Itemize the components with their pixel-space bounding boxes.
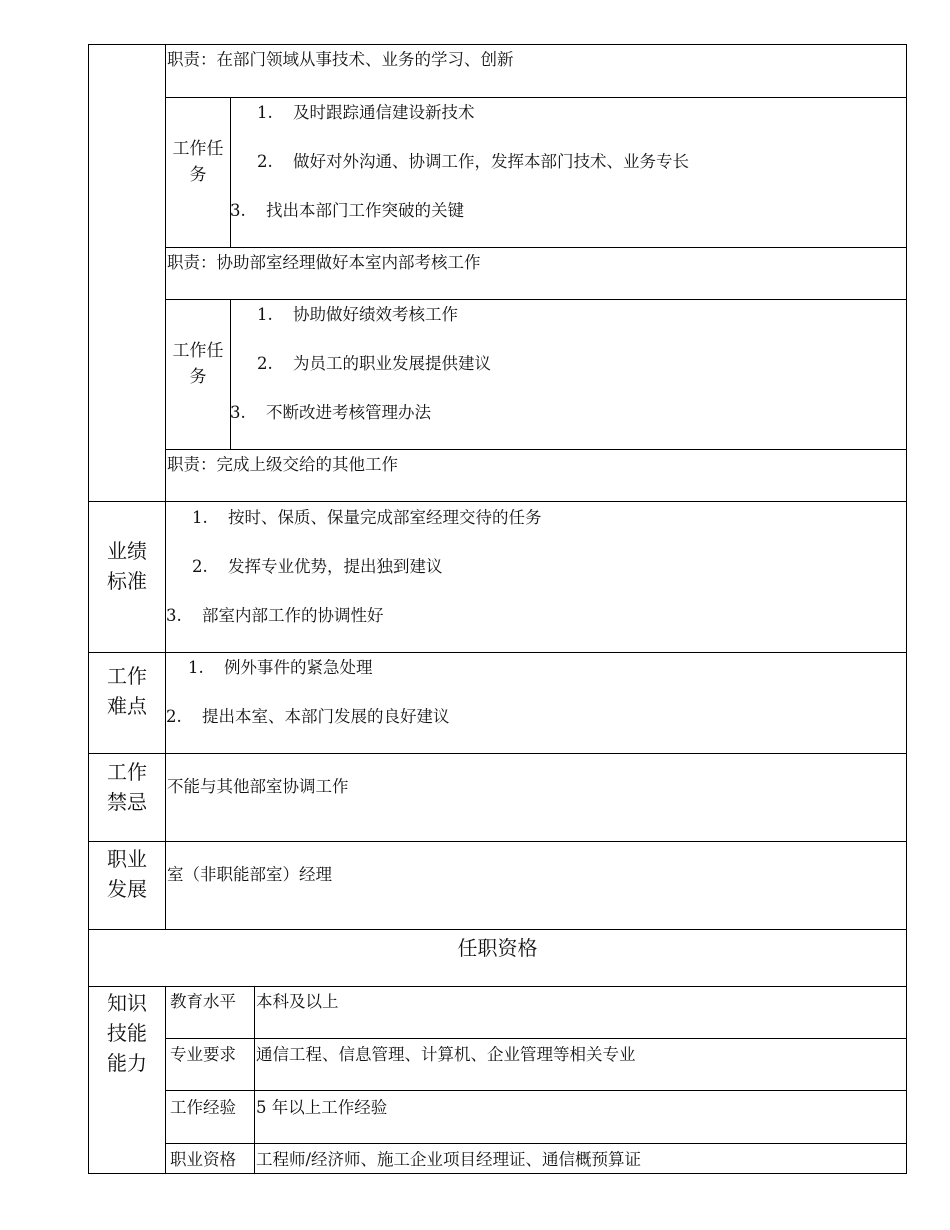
item-number: 2. (166, 707, 182, 726)
table-border-top (88, 44, 907, 45)
task-item (257, 103, 475, 123)
task-column-divider (230, 299, 231, 449)
duty-text: 职责：协助部室经理做好本室内部考核工作 (167, 253, 481, 272)
section-divider (88, 753, 907, 754)
difficulty-item (188, 658, 373, 678)
qual-row-divider (165, 1143, 907, 1144)
item-text: 例外事件的紧急处理 (224, 658, 373, 677)
task-text: 做好对外沟通、协调工作，发挥本部门技术、业务专长 (293, 152, 689, 171)
career-label (100, 844, 154, 904)
performance-item (166, 606, 384, 626)
section-divider (88, 929, 907, 930)
row-divider (165, 97, 907, 98)
task-text: 不断改进考核管理办法 (266, 403, 431, 422)
qual-value: 工程师/经济师、施工企业项目经理证、通信概预算证 (256, 1150, 642, 1169)
task-item (257, 354, 491, 374)
taboo-label-text: 工作禁忌 (107, 760, 147, 814)
qualification-label (100, 988, 154, 1078)
task-text: 及时跟踪通信建设新技术 (293, 103, 475, 122)
qual-key: 教育水平 (170, 992, 236, 1011)
task-item (257, 305, 458, 325)
item-text: 发挥专业优势，提出独到建议 (228, 557, 443, 576)
task-label-text: 工作任务 (172, 139, 224, 185)
task-text: 找出本部门工作突破的关键 (266, 201, 464, 220)
task-text: 协助做好绩效考核工作 (293, 305, 458, 324)
section-divider (88, 501, 907, 502)
item-number: 1. (192, 508, 208, 527)
career-label-text: 职业发展 (107, 847, 147, 901)
performance-label-text: 业绩标准 (107, 539, 147, 593)
qual-key: 专业要求 (170, 1045, 236, 1064)
task-item (230, 403, 431, 423)
task-column-divider (230, 97, 231, 247)
row-divider (165, 449, 907, 450)
task-item (230, 201, 464, 221)
task-label-text: 工作任务 (172, 341, 224, 387)
row-divider (165, 247, 907, 248)
qual-row-divider (165, 1038, 907, 1039)
task-number: 2. (257, 152, 273, 171)
task-label (166, 136, 230, 188)
qual-key: 职业资格 (170, 1150, 236, 1169)
row-divider (165, 299, 907, 300)
performance-item (192, 557, 443, 577)
taboo-label (100, 757, 154, 817)
section-divider (88, 841, 907, 842)
performance-item (192, 508, 542, 528)
qual-value: 5 年以上工作经验 (256, 1098, 388, 1117)
task-number: 1. (257, 305, 273, 324)
table-border-right (906, 44, 907, 1174)
qual-value: 通信工程、信息管理、计算机、企业管理等相关专业 (256, 1045, 636, 1064)
item-number: 3. (166, 606, 182, 625)
duty-text: 职责：在部门领域从事技术、业务的学习、创新 (167, 50, 514, 69)
difficulty-label (100, 661, 154, 721)
task-number: 2. (257, 354, 273, 373)
item-text: 提出本室、本部门发展的良好建议 (202, 707, 450, 726)
item-number: 2. (192, 557, 208, 576)
qual-row-divider (165, 1090, 907, 1091)
task-text: 为员工的职业发展提供建议 (293, 354, 491, 373)
item-text: 部室内部工作的协调性好 (202, 606, 384, 625)
task-item (257, 152, 689, 172)
qual-key-divider (254, 986, 255, 1174)
qual-value: 本科及以上 (256, 992, 339, 1011)
label-column-divider-lower (165, 986, 166, 1174)
qualification-label-text: 知识技能能力 (107, 991, 147, 1075)
table-border-left (88, 44, 89, 1174)
task-number: 1. (257, 103, 273, 122)
duty-text: 职责：完成上级交给的其他工作 (167, 455, 398, 474)
item-number: 1. (188, 658, 204, 677)
task-number: 3. (230, 403, 246, 422)
difficulty-label-text: 工作难点 (107, 664, 147, 718)
table-border-bottom (88, 1173, 907, 1174)
performance-label (100, 536, 154, 596)
task-label (166, 338, 230, 390)
section-divider (88, 986, 907, 987)
career-text: 室（非职能部室）经理 (167, 865, 332, 884)
taboo-text: 不能与其他部室协调工作 (167, 777, 349, 796)
qual-key: 工作经验 (170, 1098, 236, 1117)
task-number: 3. (230, 201, 246, 220)
section-divider (88, 652, 907, 653)
difficulty-item (166, 707, 450, 727)
item-text: 按时、保质、保量完成部室经理交待的任务 (228, 508, 542, 527)
qualification-title: 任职资格 (457, 936, 538, 960)
